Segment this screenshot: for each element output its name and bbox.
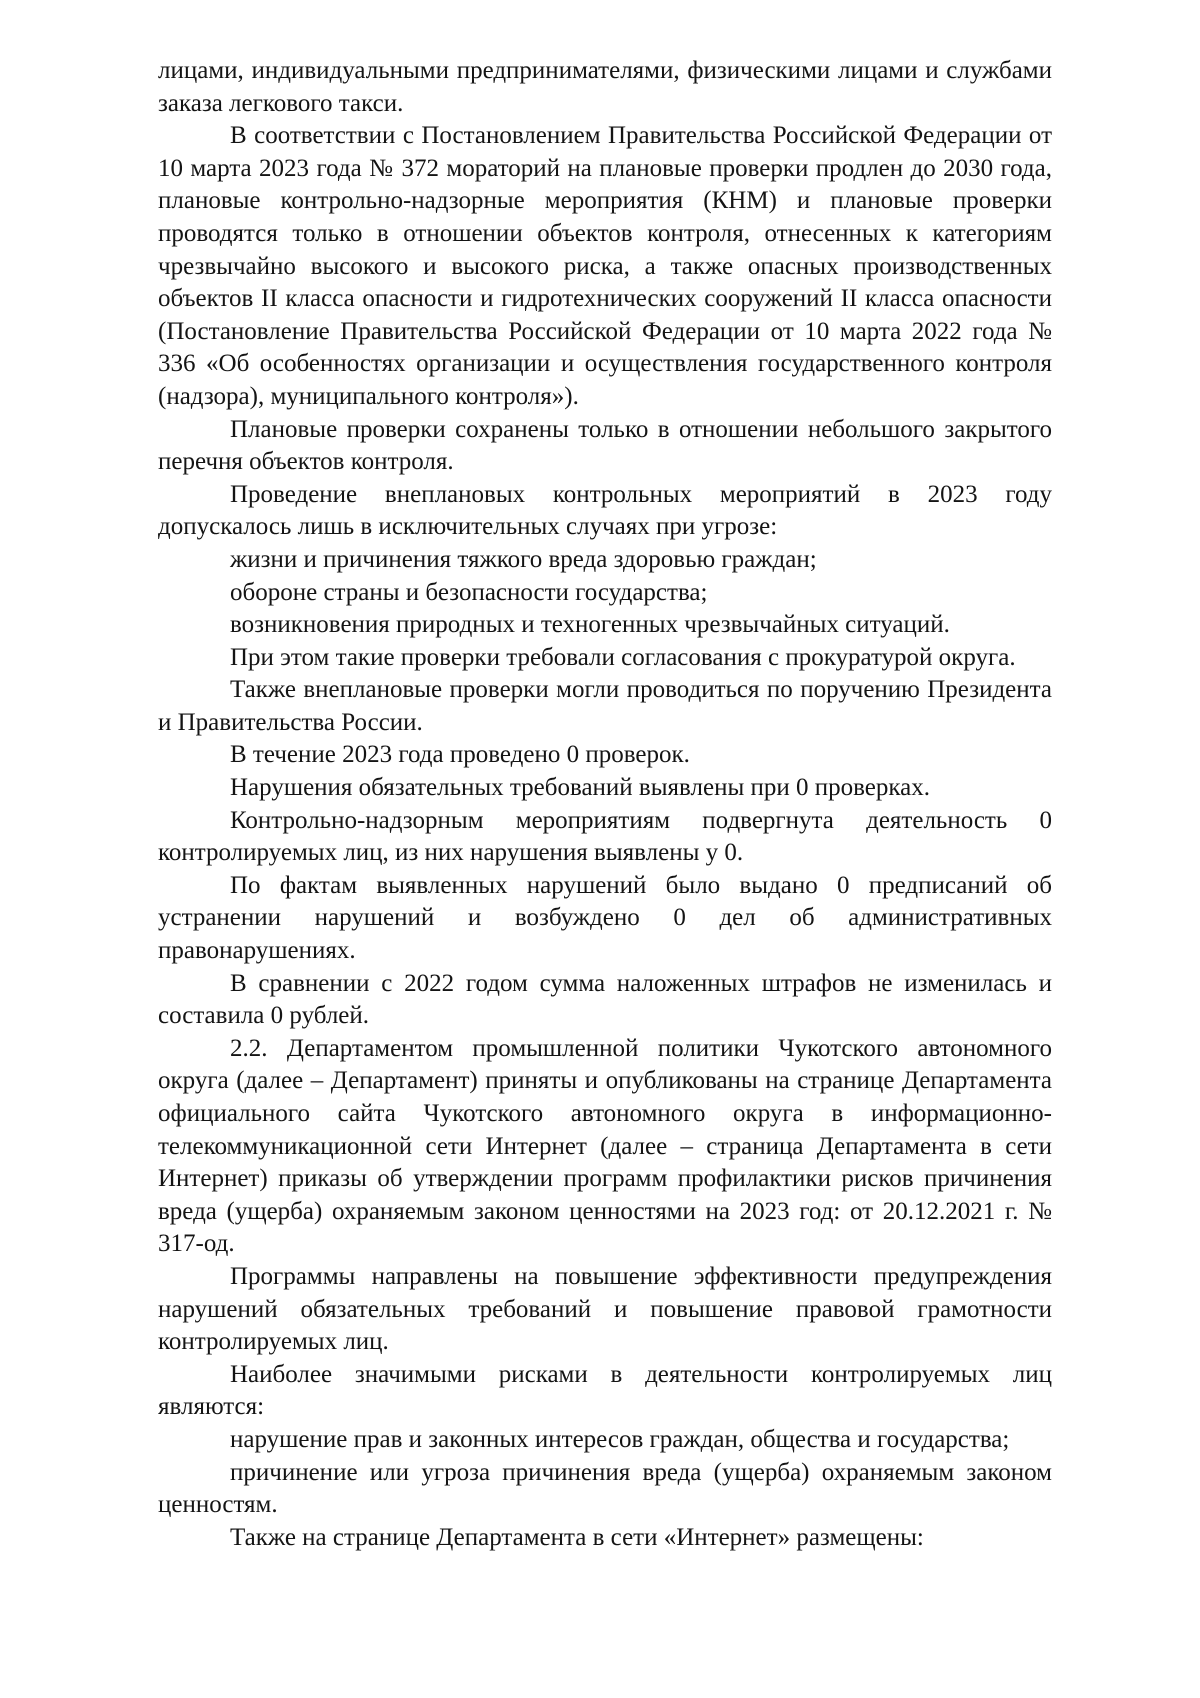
paragraph-controlled-persons: Контрольно-надзорным мероприятиям подвергнута деятельность 0 контролируемых лиц, из них нарушения выявлены у 0. bbox=[158, 806, 1052, 867]
paragraph-prosecutor-approval: При этом такие проверки требовали согласования с прокуратурой округа. bbox=[230, 643, 1016, 671]
paragraph-violations-count: Нарушения обязательных требований выявлены при 0 проверках. bbox=[230, 774, 930, 802]
paragraph-moratorium: В соответствии с Постановлением Правительства Российской Федерации от 10 марта 2023 года № 372 мораторий на плановые проверки продлен до 2030 года, плановые контрольно-надзорные мероприятия (КНМ) и плановые проверки проводятся только в отношении объектов контроля, отнесенных к категориям чрезвычайно высокого и высокого риска, а также опасных производственных объектов II класса опасности и гидротехнических сооружений II класса опасности (Постановление Правительства Российской Федерации от 10 марта 2022 года № 336 «Об особенностях организации и осуществления государственного контроля (надзора), муниципального контроля»). bbox=[158, 122, 1052, 410]
paragraph-president-order: Также внеплановые проверки могли проводиться по поручению Президента и Правительства России. bbox=[158, 676, 1052, 736]
paragraph-significant-risks: Наиболее значимыми рисками в деятельности контролируемых лиц являются: bbox=[158, 1360, 1052, 1421]
paragraph-fines: В сравнении с 2022 годом сумма наложенных штрафов не изменилась и составила 0 рублей. bbox=[158, 969, 1052, 1030]
document-page bbox=[158, 55, 1052, 1554]
paragraph-unscheduled-intro: Проведение внеплановых контрольных мероприятий в 2023 году допускалось лишь в исключительных случаях при угрозе: bbox=[158, 480, 1052, 541]
paragraph-continuation: лицами, индивидуальными предпринимателями, физическими лицами и службами заказа легкового такси. bbox=[158, 57, 1052, 117]
paragraph-inspections-count: В течение 2023 года проведено 0 проверок. bbox=[230, 741, 690, 769]
paragraph-published-items: Также на странице Департамента в сети «Интернет» размещены: bbox=[230, 1523, 924, 1551]
paragraph-programs-purpose: Программы направлены на повышение эффективности предупреждения нарушений обязательных требований и повышение правовой грамотности контролируемых лиц. bbox=[158, 1262, 1052, 1356]
list-item-threat-emergency: возникновения природных и техногенных чрезвычайных ситуаций. bbox=[230, 611, 950, 639]
list-item-threat-life: жизни и причинения тяжкого вреда здоровью граждан; bbox=[230, 545, 817, 573]
list-item-threat-defense: обороне страны и безопасности государства; bbox=[230, 578, 708, 606]
list-item-risk-harm: причинение или угроза причинения вреда (ущерба) охраняемым законом ценностям. bbox=[158, 1458, 1052, 1519]
paragraph-orders-issued: По фактам выявленных нарушений было выдано 0 предписаний об устранении нарушений и возбуждено 0 дел об административных правонарушениях. bbox=[158, 871, 1052, 965]
paragraph-planned-inspections: Плановые проверки сохранены только в отношении небольшого закрытого перечня объектов контроля. bbox=[158, 415, 1052, 476]
paragraph-section-2-2: 2.2. Департаментом промышленной политики Чукотского автономного округа (далее – Департамент) приняты и опубликованы на странице Департамента официального сайта Чукотского автономного округа в информационно-телекоммуникационной сети Интернет (далее – страница Департамента в сети Интернет) приказы об утверждении программ профилактики рисков причинения вреда (ущерба) охраняемым законом ценностями на 2023 год: от 20.12.2021 г. № 317-од. bbox=[158, 1034, 1052, 1258]
list-item-risk-rights: нарушение прав и законных интересов граждан, общества и государства; bbox=[230, 1425, 1010, 1453]
